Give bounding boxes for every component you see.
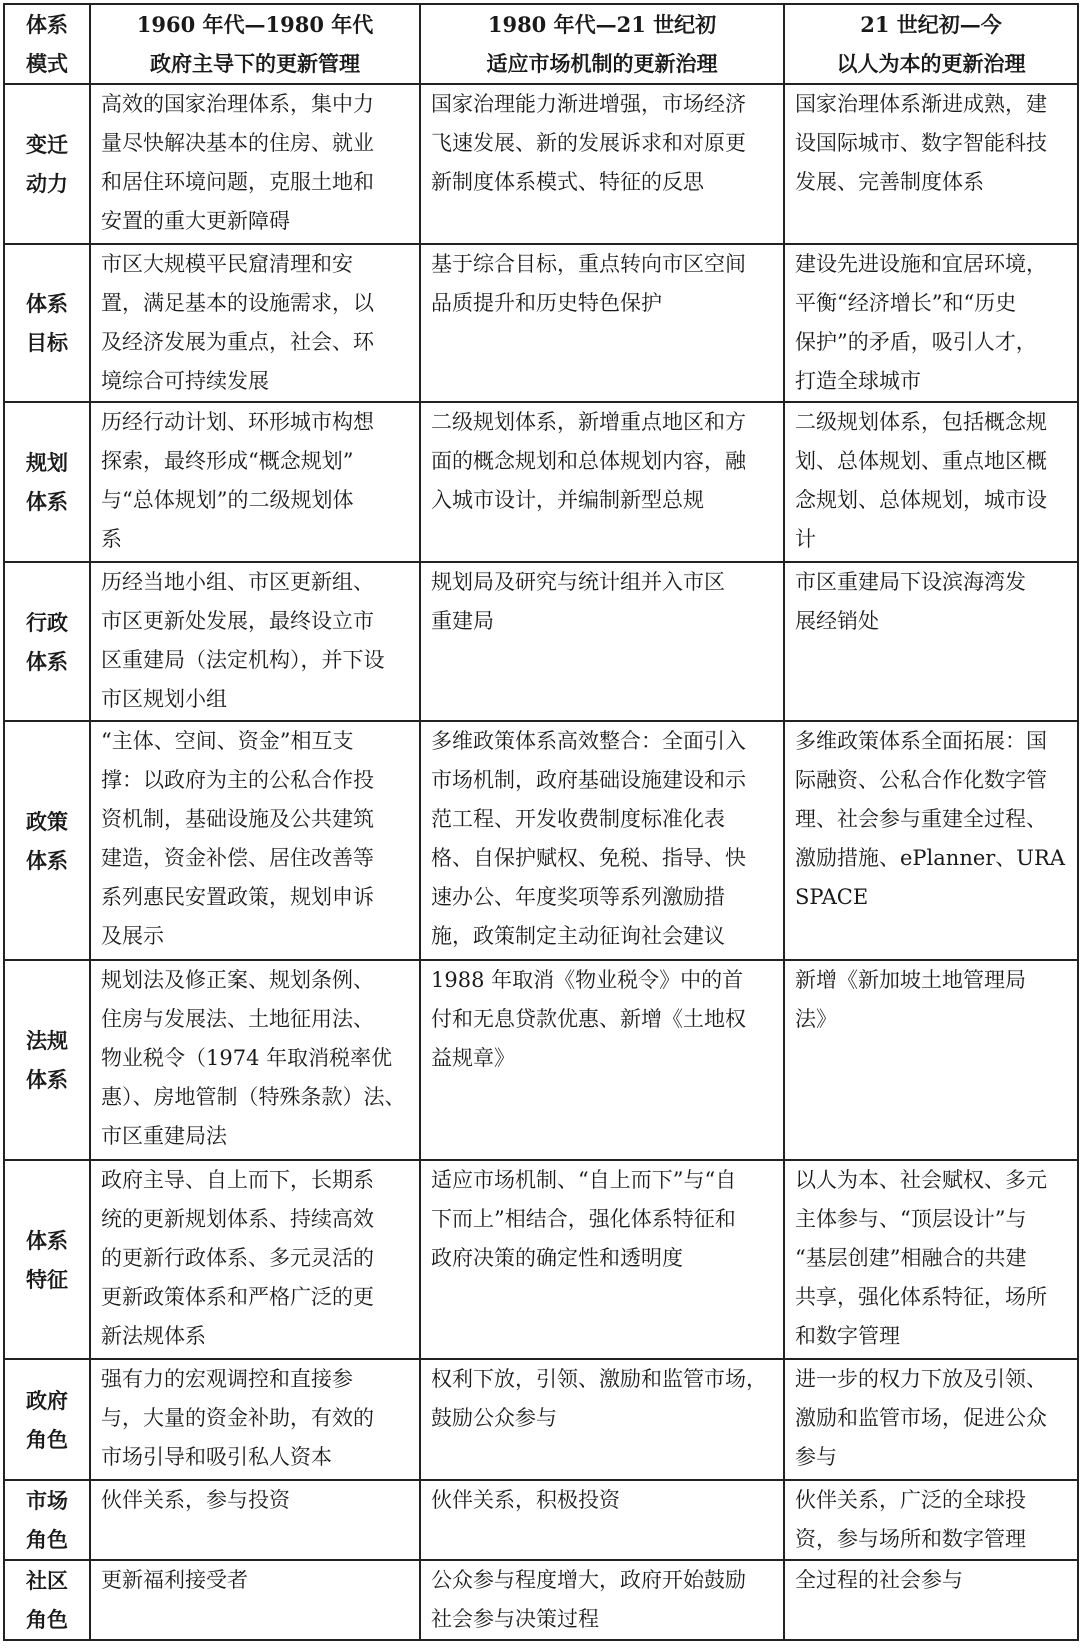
cell-text-line: 鼓励公众参与 (431, 1406, 557, 1430)
cell-text-line: 飞速发展、新的发展诉求和对原更 (431, 131, 746, 155)
cell-text-line: 激励措施、ePlanner、URA (795, 846, 1065, 870)
cell-text-line: 进一步的权力下放及引领、 (795, 1367, 1047, 1391)
cell-text-line: 激励和监管市场，促进公众 (795, 1406, 1047, 1430)
cell-text-line: 及经济发展为重点，社会、环 (101, 330, 374, 354)
cell-text-line: 平衡“经济增长”和“历史 (795, 291, 1017, 315)
row-label (4, 721, 90, 960)
cell-period-3 (784, 721, 1078, 960)
cell-text-line: 基于综合目标，重点转向市区空间 (431, 252, 746, 276)
cell-text-line: 区重建局（法定机构），并下设 (101, 648, 385, 672)
table-row (4, 1359, 1078, 1480)
row-label-line: 政策 (26, 808, 68, 834)
cell-text-line: 新增《新加坡土地管理局 (795, 968, 1026, 992)
cell-text-line: 历经行动计划、环形城市构想 (101, 410, 374, 434)
cell-text-line: 新法规体系 (101, 1324, 206, 1348)
row-label (4, 244, 90, 402)
row-label-line: 体系 (26, 648, 68, 674)
row-label (4, 562, 90, 721)
row-label-line: 规划 (26, 450, 68, 475)
cell-text-line: 理、社会参与重建全过程、 (795, 807, 1047, 831)
row-label-line: 体系 (26, 1227, 68, 1253)
cell-text-line: 权利下放，引领、激励和监管市场， (431, 1367, 767, 1391)
row-label-line: 体系 (26, 847, 68, 873)
row-label (4, 402, 90, 562)
cell-text-line: 探索，最终形成“概念规划” (101, 449, 354, 473)
cell-text-line: 市场机制，政府基础设施建设和示 (431, 768, 746, 792)
cell-text-line: 以人为本、社会赋权、多元 (795, 1168, 1047, 1192)
row-label-line: 体系 (26, 291, 68, 316)
row-label-line: 角色 (26, 1527, 68, 1552)
cell-text-line: 伙伴关系，广泛的全球投 (795, 1488, 1026, 1512)
cell-period-3 (784, 402, 1078, 562)
cell-text-line: 社会参与决策过程 (431, 1607, 599, 1631)
row-label-line: 目标 (26, 330, 68, 355)
cell-text-line: 和居住环境问题，克服土地和 (101, 170, 374, 194)
cell-period-2 (420, 562, 784, 721)
cell-period-2 (420, 402, 784, 562)
cell-text-line: 撑：以政府为主的公私合作投 (101, 768, 374, 792)
cell-text-line: 发展、完善制度体系 (795, 170, 984, 194)
cell-text-line: 更新福利接受者 (101, 1568, 248, 1592)
cell-text-line: 统的更新规划体系、持续高效 (101, 1207, 374, 1231)
cell-text-line: 伙伴关系，参与投资 (101, 1488, 290, 1512)
row-label-line: 变迁 (26, 132, 68, 157)
cell-period-2 (420, 1160, 784, 1359)
cell-text-line: 市区大规模平民窟清理和安 (101, 252, 353, 276)
cell-period-2 (420, 1480, 784, 1560)
cell-text-line: 强有力的宏观调控和直接参 (101, 1367, 353, 1391)
header-period-2: 1980 年代—21 世纪初 适应市场机制的更新治理 (420, 4, 784, 84)
cell-period-2 (420, 244, 784, 402)
cell-text-line: 高效的国家治理体系，集中力 (101, 92, 374, 116)
row-label-line: 市场 (26, 1488, 68, 1513)
table-row (4, 1560, 1078, 1640)
row-label-line: 行政 (26, 609, 68, 635)
cell-text-line: 国家治理能力渐进增强，市场经济 (431, 92, 746, 116)
cell-text-line: 市区更新处发展，最终设立市 (101, 609, 374, 633)
cell-text-line: 资，参与场所和数字管理 (795, 1527, 1026, 1551)
cell-period-3 (784, 562, 1078, 721)
cell-text-line: 念规划、总体规划，城市设 (795, 488, 1047, 512)
cell-text-line: 多维政策体系高效整合：全面引入 (431, 729, 746, 753)
cell-text-line: 系列惠民安置政策，规划申诉 (101, 885, 374, 909)
cell-text-line: 规划法及修正案、规划条例、 (101, 968, 374, 992)
table-body (4, 84, 1078, 1640)
cell-text-line: 范工程、开发收费制度标准化表 (431, 807, 725, 831)
row-label (4, 1359, 90, 1480)
cell-text-line: 的更新行政体系、多元灵活的 (101, 1246, 374, 1270)
header-period-3: 21 世纪初—今 以人为本的更新治理 (784, 4, 1078, 84)
cell-text-line: 更新政策体系和严格广泛的更 (101, 1285, 374, 1309)
cell-text-line: 市区重建局下设滨海湾发 (795, 570, 1026, 594)
cell-text-line: 新制度体系模式、特征的反思 (431, 170, 704, 194)
cell-text-line: 量尽快解决基本的住房、就业 (101, 131, 374, 155)
cell-text-line: 适应市场机制、“自上而下”与“自 (431, 1168, 737, 1192)
cell-text-line: 格、自保护赋权、免税、指导、快 (431, 846, 746, 870)
cell-text-line: 国家治理体系渐进成熟，建 (795, 92, 1047, 116)
cell-period-3 (784, 244, 1078, 402)
row-label (4, 84, 90, 244)
table-row (4, 84, 1078, 244)
cell-text-line: 公众参与程度增大，政府开始鼓励 (431, 1568, 746, 1592)
cell-text-line: 二级规划体系，包括概念规 (795, 410, 1047, 434)
cell-period-1 (90, 1560, 420, 1640)
cell-period-1 (90, 721, 420, 960)
cell-text-line: 政府主导、自上而下，长期系 (101, 1168, 374, 1192)
cell-text-line: 政府决策的确定性和透明度 (431, 1246, 683, 1270)
cell-period-3 (784, 960, 1078, 1160)
cell-text-line: 住房与发展法、土地征用法、 (101, 1007, 374, 1031)
cell-text-line: 益规章》 (431, 1046, 515, 1070)
cell-text-line: “主体、空间、资金”相互支 (101, 729, 354, 753)
cell-text-line: 及展示 (101, 924, 164, 948)
cell-text-line: 展经销处 (795, 609, 879, 633)
cell-text-line: 品质提升和历史特色保护 (431, 291, 662, 315)
cell-text-line: 划、总体规划、重点地区概 (795, 449, 1047, 473)
cell-text-line: 多维政策体系全面拓展：国 (795, 729, 1047, 753)
cell-text-line: 计 (795, 527, 816, 551)
row-label (4, 1560, 90, 1640)
cell-period-1 (90, 562, 420, 721)
cell-text-line: 付和无息贷款优惠、新增《土地权 (431, 1007, 746, 1031)
row-label-line: 体系 (26, 1067, 68, 1092)
cell-text-line: 市场引导和吸引私人资本 (101, 1445, 332, 1469)
cell-text-line: 全过程的社会参与 (795, 1568, 963, 1592)
table-row (4, 960, 1078, 1160)
row-label-line: 角色 (26, 1607, 68, 1632)
cell-text-line: 下而上”相结合，强化体系特征和 (431, 1207, 736, 1231)
cell-period-3 (784, 1359, 1078, 1480)
cell-period-3 (784, 1560, 1078, 1640)
cell-text-line: 施，政策制定主动征询社会建议 (431, 924, 725, 948)
row-label (4, 960, 90, 1160)
table-row (4, 1160, 1078, 1359)
cell-text-line: 建设先进设施和宜居环境， (795, 252, 1047, 276)
cell-text-line: 法》 (795, 1007, 837, 1031)
cell-text-line: 与，大量的资金补助，有效的 (101, 1406, 374, 1430)
cell-period-2 (420, 1560, 784, 1640)
cell-text-line: 规划局及研究与统计组并入市区 (431, 570, 725, 594)
cell-period-2 (420, 721, 784, 960)
header-period-1: 1960 年代—1980 年代 政府主导下的更新管理 (90, 4, 420, 84)
cell-period-2 (420, 1359, 784, 1480)
table-row (4, 402, 1078, 562)
cell-period-3 (784, 84, 1078, 244)
table-container (3, 3, 1079, 1641)
cell-text-line: 境综合可持续发展 (101, 369, 269, 393)
renewal-governance-table (3, 3, 1079, 1641)
cell-text-line: 物业税令（1974 年取消税率优 (101, 1046, 393, 1070)
table-row (4, 562, 1078, 721)
cell-text-line: 入城市设计，并编制新型总规 (431, 488, 704, 512)
row-label-line: 政府 (26, 1387, 68, 1413)
cell-text-line: 历经当地小组、市区更新组、 (101, 570, 374, 594)
cell-text-line: 安置的重大更新障碍 (101, 209, 290, 233)
cell-text-line: 伙伴关系，积极投资 (431, 1488, 620, 1512)
row-label-line: 动力 (26, 171, 68, 196)
cell-period-1 (90, 244, 420, 402)
row-label-line: 体系 (26, 489, 68, 514)
cell-text-line: 资机制，基础设施及公共建筑 (101, 807, 374, 831)
row-label-line: 角色 (26, 1426, 68, 1452)
row-label (4, 1160, 90, 1359)
row-label-line: 法规 (26, 1028, 68, 1053)
cell-period-1 (90, 960, 420, 1160)
header-row (4, 4, 1078, 84)
cell-text-line: 主体参与、“顶层设计”与 (795, 1207, 1027, 1231)
cell-text-line: 与“总体规划”的二级规划体 (101, 488, 354, 512)
cell-text-line: 设国际城市、数字智能科技 (795, 131, 1047, 155)
cell-text-line: 1988 年取消《物业税令》中的首 (431, 968, 744, 992)
cell-text-line: 参与 (795, 1445, 837, 1469)
cell-period-1 (90, 84, 420, 244)
table-row (4, 1480, 1078, 1560)
cell-period-1 (90, 1480, 420, 1560)
table-row (4, 721, 1078, 960)
cell-text-line: 际融资、公私合作化数字管 (795, 768, 1047, 792)
cell-period-1 (90, 1359, 420, 1480)
cell-text-line: 惠）、房地管制（特殊条款）法、 (101, 1085, 406, 1109)
cell-period-2 (420, 84, 784, 244)
cell-text-line: 保护”的矛盾，吸引人才， (795, 330, 1037, 354)
cell-period-3 (784, 1160, 1078, 1359)
cell-text-line: “基层创建”相融合的共建 (795, 1246, 1027, 1270)
cell-text-line: 面的概念规划和总体规划内容，融 (431, 449, 746, 473)
cell-text-line: 共享，强化体系特征，场所 (795, 1285, 1047, 1309)
cell-text-line: 置，满足基本的设施需求，以 (101, 291, 374, 315)
cell-text-line: 市区重建局法 (101, 1124, 227, 1148)
cell-period-1 (90, 402, 420, 562)
row-label (4, 1480, 90, 1560)
header-mode: 体系 模式 (4, 4, 90, 84)
cell-text-line: 打造全球城市 (795, 369, 921, 393)
cell-text-line: 系 (101, 527, 122, 551)
cell-text-line: 速办公、年度奖项等系列激励措 (431, 885, 725, 909)
row-label-line: 社区 (26, 1568, 68, 1593)
cell-text-line: 和数字管理 (795, 1324, 900, 1348)
table-row (4, 244, 1078, 402)
cell-text-line: 重建局 (431, 609, 494, 633)
cell-text-line: 建造，资金补偿、居住改善等 (101, 846, 374, 870)
cell-text-line: 二级规划体系，新增重点地区和方 (431, 410, 746, 434)
cell-period-1 (90, 1160, 420, 1359)
row-label-line: 特征 (26, 1266, 68, 1292)
cell-text-line: 市区规划小组 (101, 687, 227, 711)
cell-text-line: SPACE (795, 885, 869, 909)
cell-period-3 (784, 1480, 1078, 1560)
cell-period-2 (420, 960, 784, 1160)
